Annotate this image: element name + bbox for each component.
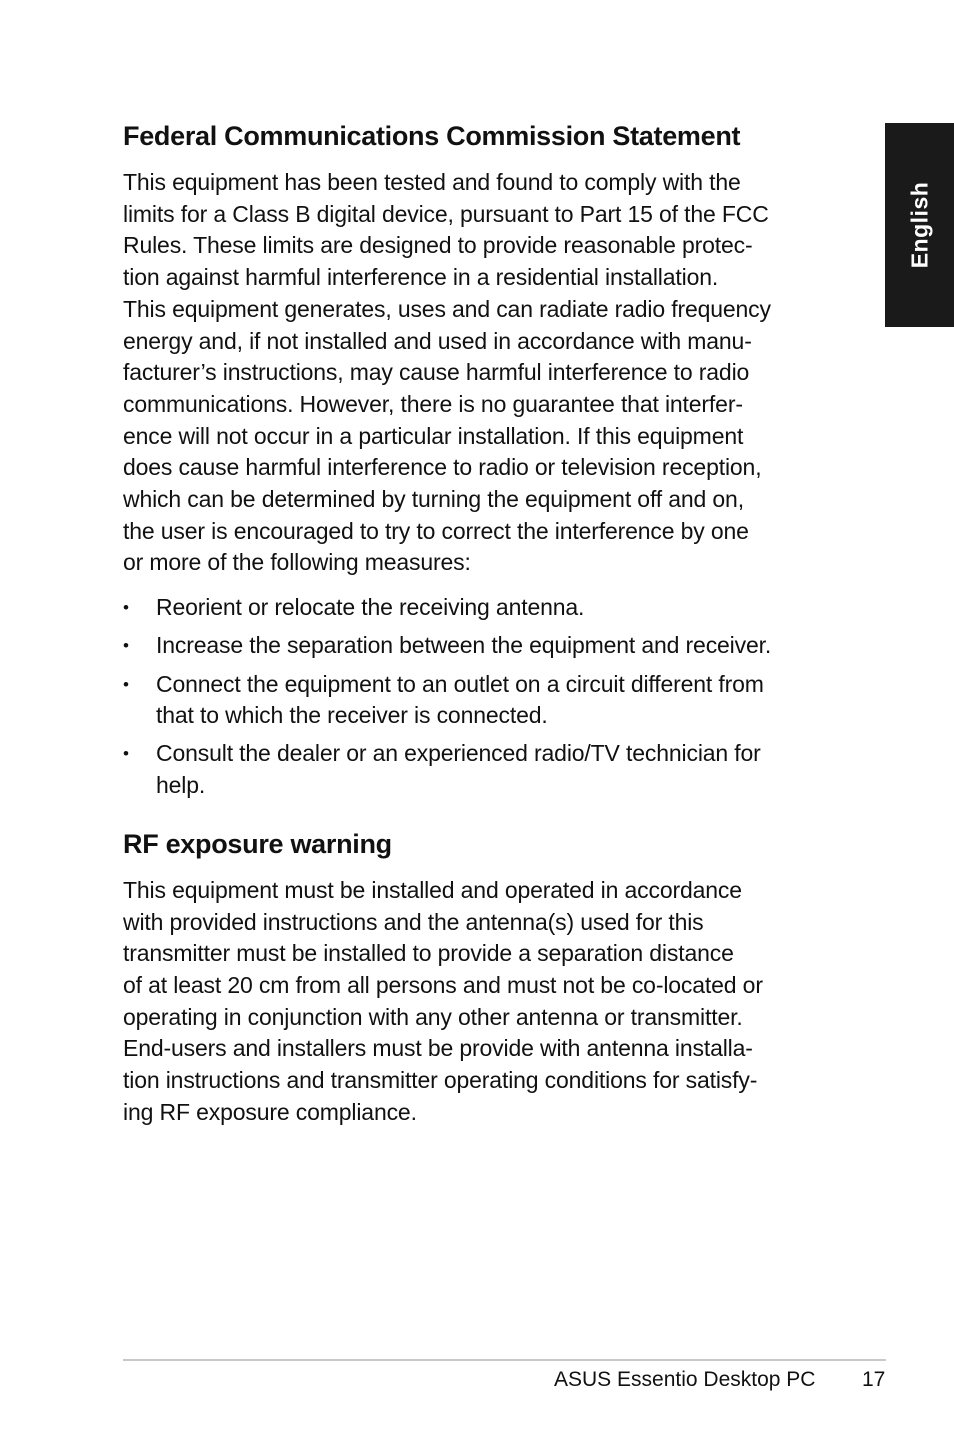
text-line: tion against harmful interference in a residential installation. [123, 264, 719, 291]
text-line: This equipment generates, uses and can radiate radio frequency [123, 295, 771, 322]
text-line: or more of the following measures: [123, 549, 471, 576]
text-line: communications. However, there is no guarantee that interfer- [123, 390, 743, 417]
page-number: 17 [862, 1368, 886, 1391]
text-line: Rules. These limits are designed to provide reasonable protec- [123, 232, 753, 259]
text-line: the user is encouraged to try to correct the interference by one [123, 517, 749, 544]
bullet-icon: • [123, 636, 129, 656]
fcc-heading: Federal Communications Commission Statement [123, 121, 741, 151]
text-line: limits for a Class B digital device, pursuant to Part 15 of the FCC [123, 200, 769, 227]
text-line: Consult the dealer or an experienced radio/TV technician for [156, 740, 761, 767]
bullet-icon: • [123, 744, 129, 764]
text-line: help. [156, 772, 206, 799]
text-line: transmitter must be installed to provide a separation distance [123, 940, 734, 967]
language-tab [885, 123, 954, 327]
rf-paragraph [123, 875, 843, 1129]
language-tab-label: English [906, 181, 932, 269]
list-item [123, 630, 843, 662]
text-line: End-users and installers must be provide with antenna installa- [123, 1035, 753, 1062]
bullet-icon: • [123, 598, 129, 618]
text-line: energy and, if not installed and used in accordance with manu- [123, 327, 752, 354]
text-line: which can be determined by turning the equipment off and on, [123, 486, 744, 513]
text-line: ing RF exposure compliance. [123, 1098, 417, 1125]
footer-title: ASUS Essentio Desktop PC [554, 1368, 816, 1391]
text-line: operating in conjunction with any other antenna or transmitter. [123, 1003, 743, 1030]
text-line: with provided instructions and the antenna(s) used for this [123, 908, 704, 935]
text-line: ence will not occur in a particular installation. If this equipment [123, 422, 744, 449]
text-line: Increase the separation between the equipment and receiver. [156, 632, 772, 659]
text-line: that to which the receiver is connected. [156, 702, 548, 729]
page-content [123, 116, 843, 1128]
rf-heading: RF exposure warning [123, 828, 392, 859]
footer-divider [123, 1359, 886, 1361]
list-item [123, 669, 843, 732]
text-line: This equipment has been tested and found to comply with the [123, 169, 741, 195]
text-line: Connect the equipment to an outlet on a circuit different from [156, 670, 764, 697]
fcc-measures-list [123, 592, 843, 802]
bullet-icon: • [123, 674, 129, 694]
text-line: facturer’s instructions, may cause harmful interference to radio [123, 359, 750, 386]
list-item [123, 592, 843, 624]
fcc-paragraph [123, 167, 843, 579]
text-line: does cause harmful interference to radio or television reception, [123, 454, 762, 481]
list-item [123, 738, 843, 801]
text-line: tion instructions and transmitter operating conditions for satisfy- [123, 1067, 758, 1094]
text-line: This equipment must be installed and operated in accordance [123, 876, 742, 903]
text-line: Reorient or relocate the receiving antenna. [156, 594, 585, 621]
text-line: of at least 20 cm from all persons and must not be co-located or [123, 971, 763, 998]
